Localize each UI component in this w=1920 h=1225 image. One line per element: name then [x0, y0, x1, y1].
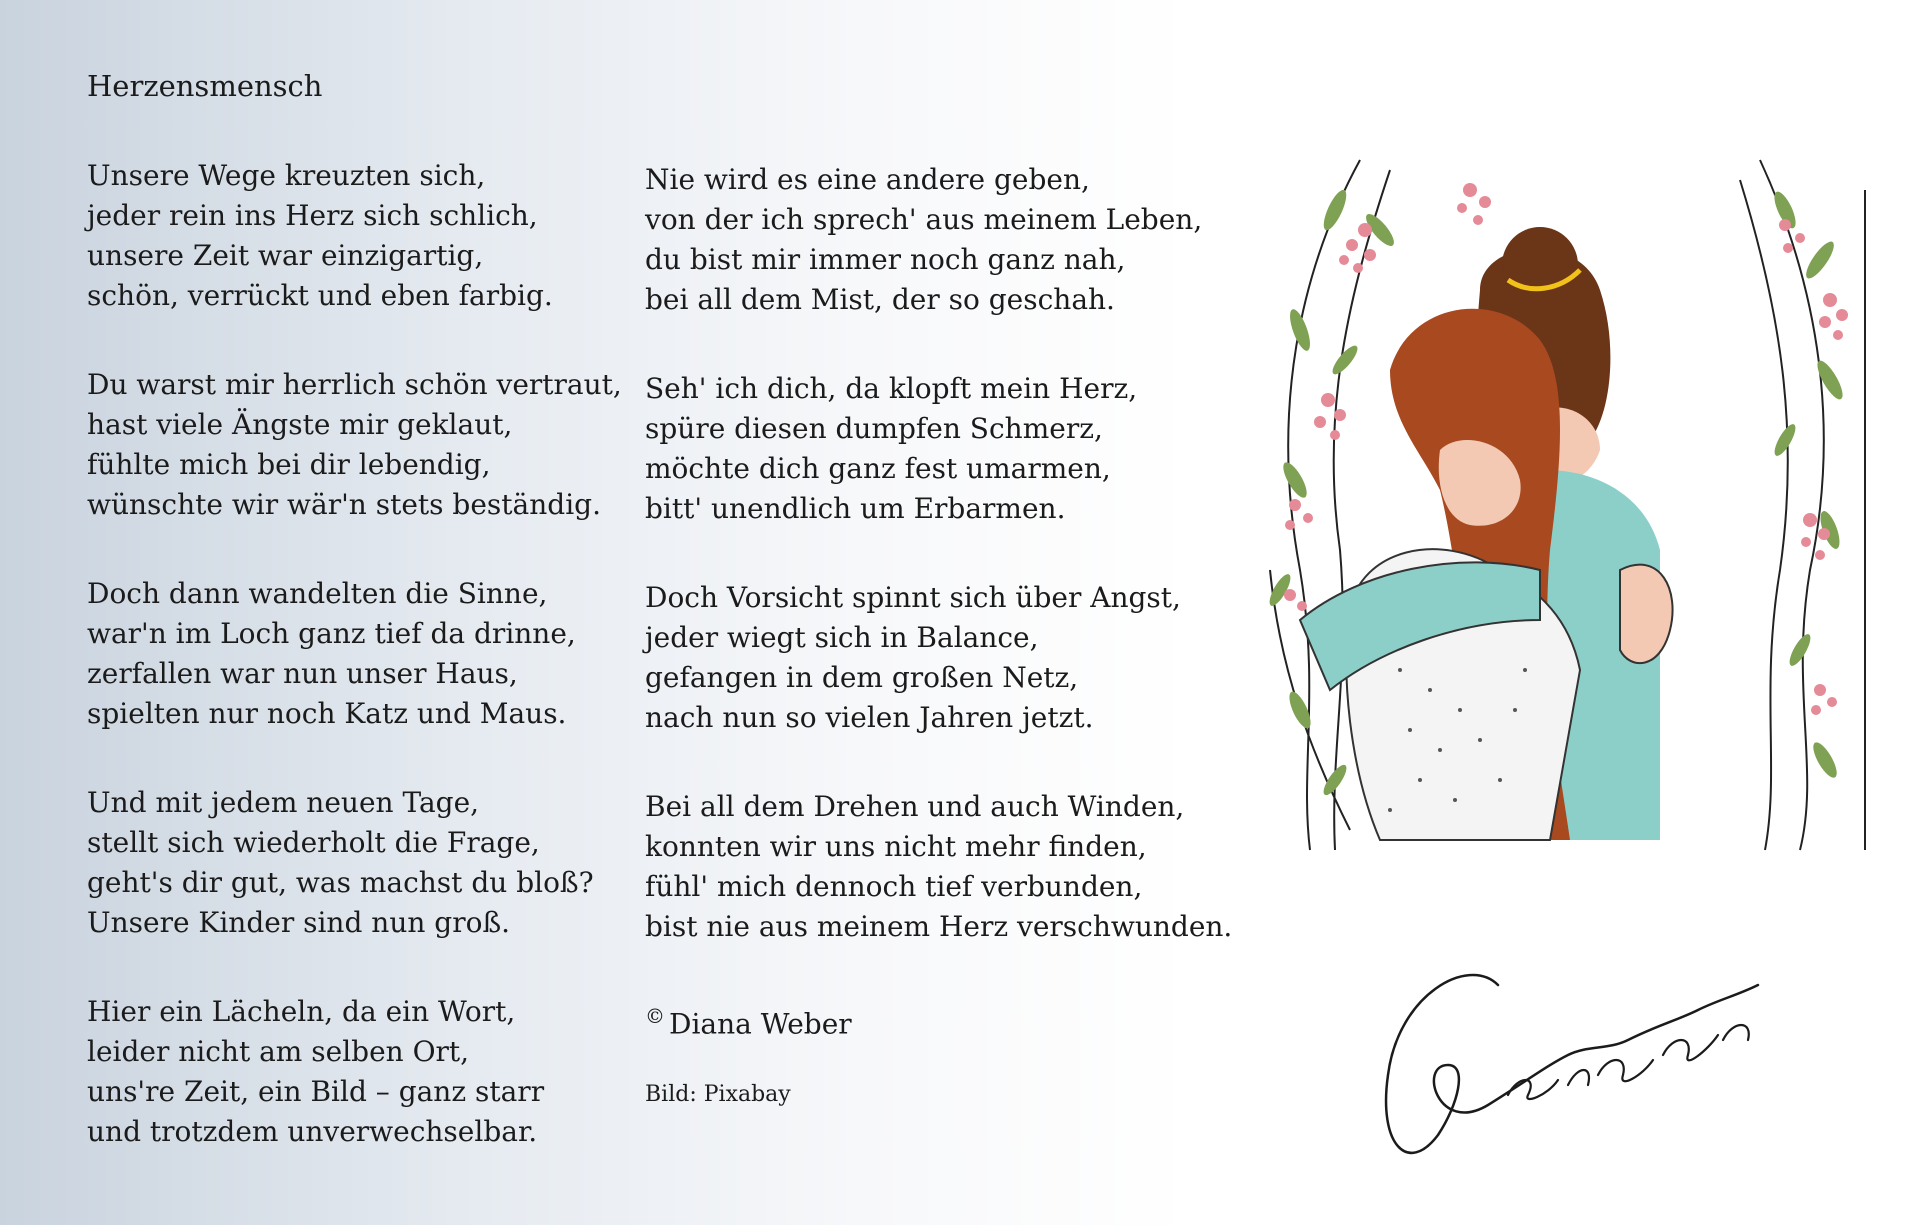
poem-line: fühl' mich dennoch tief verbunden, [645, 870, 1143, 903]
poem-line: schön, verrückt und eben farbig. [87, 279, 553, 312]
poem-line: jeder wiegt sich in Balance, [645, 621, 1039, 654]
poem-title: Herzensmensch [87, 69, 323, 103]
poem-line: hast viele Ängste mir geklaut, [87, 408, 513, 441]
poem-line: du bist mir immer noch ganz nah, [645, 243, 1126, 276]
poem-line: zerfallen war nun unser Haus, [87, 657, 518, 690]
poem-line: spielten nur noch Katz und Maus. [87, 697, 567, 730]
image-credit: Bild: Pixabay [645, 1082, 791, 1108]
poem-line: Doch Vorsicht spinnt sich über Angst, [645, 581, 1181, 614]
stanza [645, 369, 1305, 529]
poem-line: gefangen in dem großen Netz, [645, 661, 1079, 694]
copyright-symbol: © [645, 1004, 665, 1028]
poem-line: Hier ein Lächeln, da ein Wort, [87, 995, 516, 1028]
poem-line: konnten wir uns nicht mehr finden, [645, 830, 1147, 863]
poem-line: uns're Zeit, ein Bild – ganz starr [87, 1075, 545, 1108]
author-name: Diana Weber [669, 1007, 852, 1041]
poem-line: nach nun so vielen Jahren jetzt. [645, 701, 1094, 734]
stanza [645, 787, 1305, 947]
poem-line: bitt' unendlich um Erbarmen. [645, 492, 1066, 525]
poem-line: leider nicht am selben Ort, [87, 1035, 470, 1068]
poem-line: war'n im Loch ganz tief da drinne, [87, 617, 576, 650]
hugging-women-illustration [1240, 150, 1880, 860]
poem-line: geht's dir gut, was machst du bloß? [87, 866, 594, 899]
gedichtezauber-signature [1378, 955, 1778, 1185]
poem-line: Und mit jedem neuen Tage, [87, 786, 480, 819]
poem-line: bei all dem Mist, der so geschah. [645, 283, 1115, 316]
poem-line: jeder rein ins Herz sich schlich, [87, 199, 538, 232]
stanza [645, 160, 1305, 320]
vine-right [1740, 160, 1865, 850]
poem-column-right [645, 160, 1305, 1110]
poem-line: stellt sich wiederholt die Frage, [87, 826, 540, 859]
poem-line: unsere Zeit war einzigartig, [87, 239, 484, 272]
poem-line: Bei all dem Drehen und auch Winden, [645, 790, 1185, 823]
poem-line: und trotzdem unverwechselbar. [87, 1115, 538, 1148]
poem-line: Unsere Kinder sind nun groß. [87, 906, 511, 939]
poem-line: von der ich sprech' aus meinem Leben, [645, 203, 1203, 236]
poem-line: Unsere Wege kreuzten sich, [87, 159, 486, 192]
poem-line: fühlte mich bei dir lebendig, [87, 448, 491, 481]
poem-line: Seh' ich dich, da klopft mein Herz, [645, 372, 1138, 405]
poem-line: Nie wird es eine andere geben, [645, 163, 1090, 196]
author-credit [645, 996, 1305, 1044]
poem-line: Doch dann wandelten die Sinne, [87, 577, 548, 610]
poem-line: bist nie aus meinem Herz verschwunden. [645, 910, 1233, 943]
poem-line: Du warst mir herrlich schön vertraut, [87, 368, 622, 401]
poem-line: möchte dich ganz fest umarmen, [645, 452, 1111, 485]
poem-line: spüre diesen dumpfen Schmerz, [645, 412, 1103, 445]
stanza [645, 578, 1305, 738]
poem-line: wünschte wir wär'n stets beständig. [87, 488, 601, 521]
